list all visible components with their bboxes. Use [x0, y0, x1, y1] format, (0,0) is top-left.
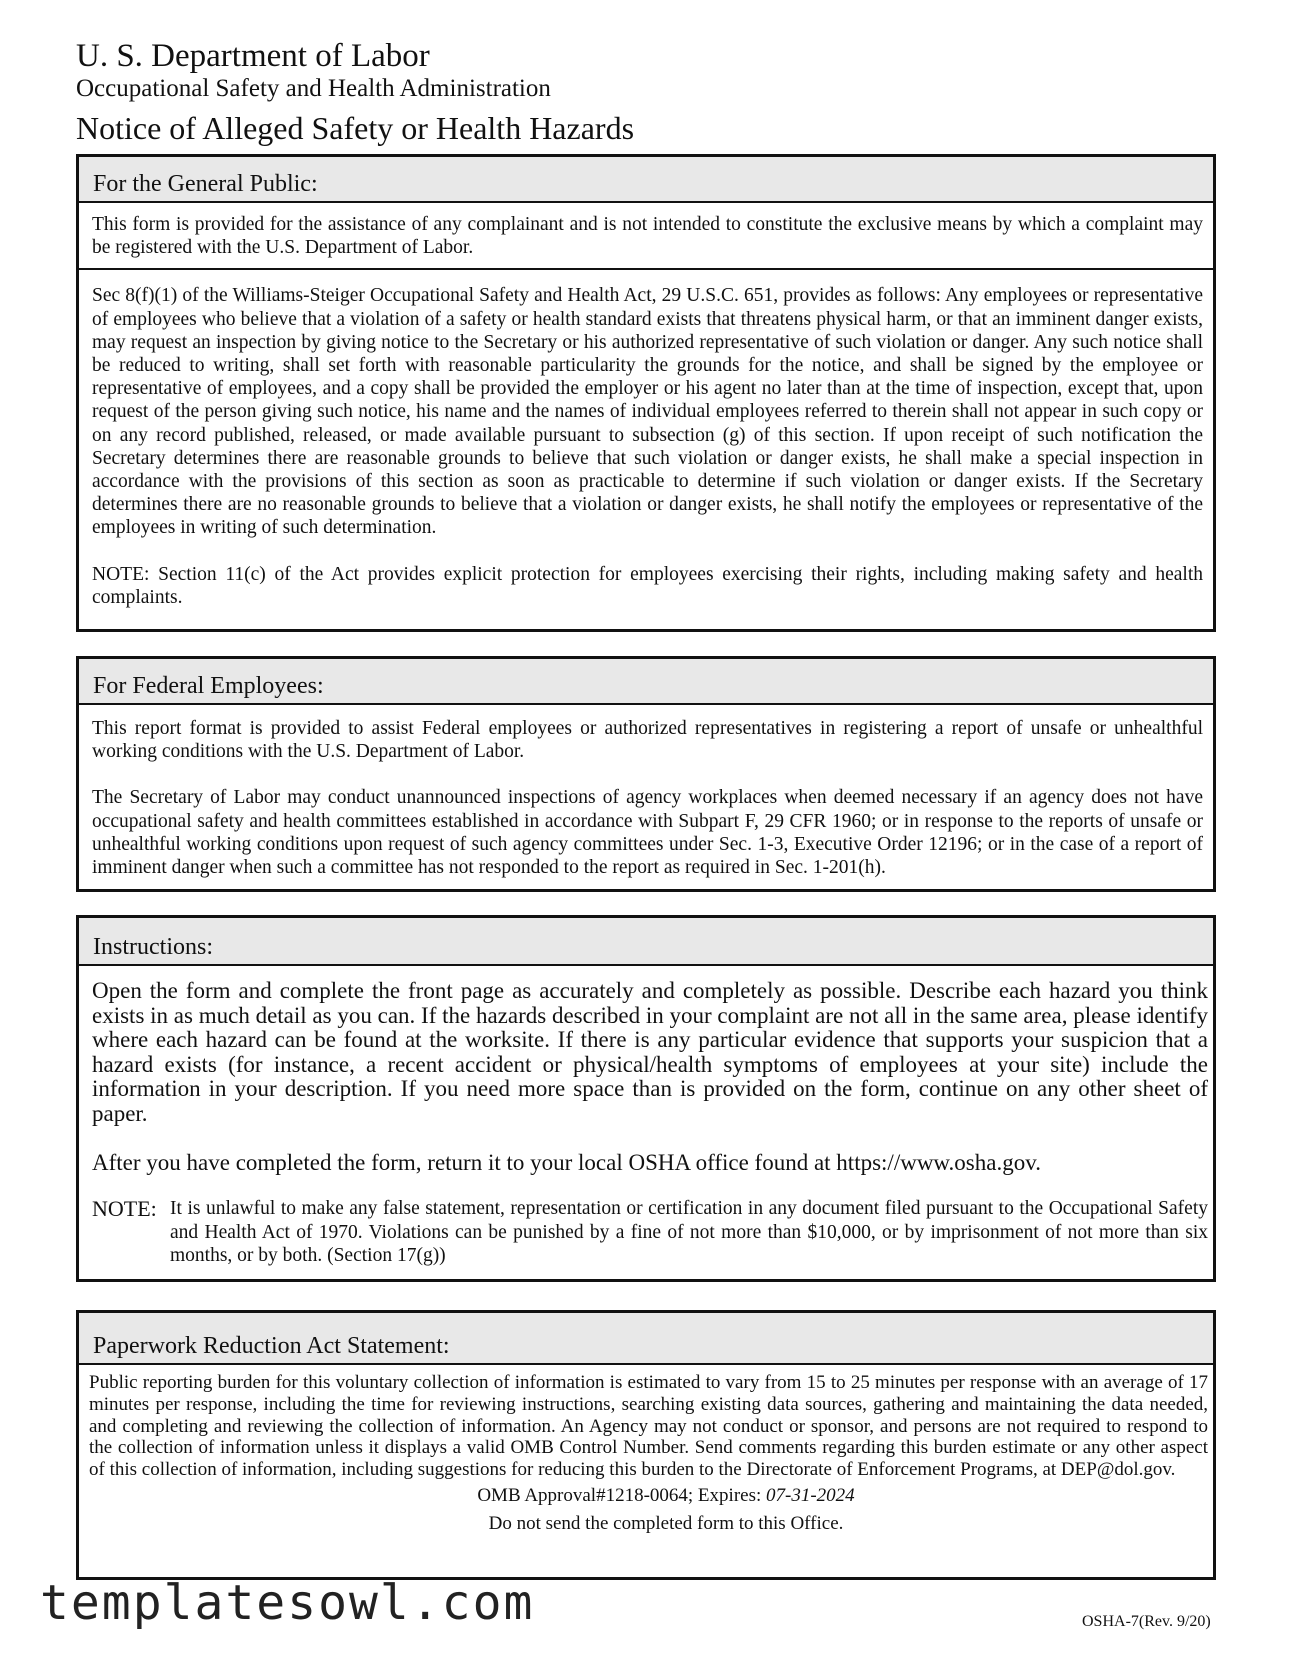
section-heading: Instructions:	[79, 918, 1213, 966]
false-statement-note	[79, 1197, 1213, 1268]
page-title: Notice of Alleged Safety or Health Hazards	[76, 110, 635, 146]
instructions-section	[76, 915, 1216, 1282]
watermark-text: templatesowl.com	[40, 1575, 535, 1631]
burden-statement: Public reporting burden for this voluntary collection of information is estimated to vary from 15 to 25 minutes per response with an average of 17 minutes per response, including the time for reviewing instructions, searching existing data sources, gathering and maintaining the data needed, and completing and reviewing the collection of information. An Agency may not conduct or sponsor, and persons are not required to respond to the collection of information unless it displays a valid OMB Control Number. Send comments regarding this burden estimate or any other aspect of this collection of information, including suggestions for reducing this burden to the Directorate of Enforcement Programs, at DEP@dol.gov.	[89, 1372, 1208, 1481]
federal-employees-section	[76, 656, 1216, 892]
intro-text: This form is provided for the assistance of any complainant and is not intended to constitute the exclusive means by which a complaint may be registered with the U.S. Department of Labor.	[92, 214, 1203, 259]
form-code: OSHA-7(Rev. 9/20)	[1082, 1613, 1211, 1630]
return-form-text: After you have completed the form, return it to your local OSHA office found at https://www.osha.gov.	[92, 1149, 1041, 1175]
paperwork-reduction-section	[76, 1310, 1216, 1580]
agency-name: Occupational Safety and Health Administration	[76, 75, 551, 102]
section-heading: For the General Public:	[79, 157, 1213, 203]
federal-intro-text: This report format is provided to assist Federal employees or authorized representatives in registering a report of unsafe or unhealthful working conditions with the U.S. Department of Labor.	[92, 718, 1203, 763]
note-label: NOTE:	[92, 1196, 157, 1222]
instructions-text: Open the form and complete the front page as accurately and completely as possible. Describe each hazard you think exists in as much detail as you can. If the hazards described in your complaint are not all in the same area, please identify where each hazard can be found at the worksite. If there is any particular evidence that supports your suspicion that a hazard exists (for instance, a recent accident or physical/health symptoms of employees at your site) include the information in your description. If you need more space than is provided on the form, continue on any other sheet of paper.	[92, 978, 1208, 1126]
omb-approval	[79, 1485, 1213, 1507]
section-heading: For Federal Employees:	[79, 659, 1213, 705]
do-not-send-notice: Do not send the completed form to this Office.	[488, 1512, 844, 1534]
federal-inspection-text: The Secretary of Labor may conduct unannounced inspections of agency workplaces when deemed necessary if an agency does not have occupational safety and health committees established in accordance with Subpart F, 29 CFR 1960; or in response to the reports of unsafe or unhealthful working conditions upon request of such agency committees under Sec. 1-3, Executive Order 12196; or in the case of a report of imminent danger when such a committee has not responded to the report as required in Sec. 1-201(h).	[92, 787, 1203, 879]
note-text: It is unlawful to make any false statement, representation or certification in any document filed pursuant to the Occupational Safety and Health Act of 1970. Violations can be punished by a fine of not more than $10,000, or by imprisonment of not more than six months, or by both. (Section 17(g))	[170, 1198, 1208, 1267]
note-text: NOTE: Section 11(c) of the Act provides explicit protection for employees exercising their rights, including making safety and health complaints.	[92, 563, 1203, 608]
omb-expiration-date: 07-31-2024	[766, 1484, 855, 1506]
act-section-text: Sec 8(f)(1) of the Williams-Steiger Occupational Safety and Health Act, 29 U.S.C. 651, provides as follows: Any employees or representative of employees who believe that a violation of a safety or health standard exists that threatens physical harm, or that an imminent danger exists, may request an inspection by giving notice to the Secretary or his authorized representative of such violation or danger. Any such notice shall be reduced to writing, shall set forth with reasonable particularity the grounds for the notice, and shall be signed by the employee or representative of employees, and a copy shall be provided the employer or his agent no later than at the time of inspection, except that, upon request of the person giving such notice, his name and the names of individual employees referred to therein shall not appear in such copy or on any record published, released, or made available pursuant to subsection (g) of this section. If upon receipt of such notification the Secretary determines there are reasonable grounds to believe that such violation or danger exists, he shall make a special inspection in accordance with the provisions of this section as soon as practicable to determine if such violation or danger exists. If the Secretary determines there are no reasonable grounds to believe that a violation or danger exists, he shall notify the employees or representative of the employees in writing of such determination.	[92, 285, 1203, 539]
department-name: U. S. Department of Labor	[76, 38, 430, 74]
omb-approval-label: OMB Approval#1218-0064; Expires:	[477, 1484, 767, 1506]
general-public-section	[76, 154, 1216, 632]
section-heading: Paperwork Reduction Act Statement:	[79, 1313, 1213, 1365]
